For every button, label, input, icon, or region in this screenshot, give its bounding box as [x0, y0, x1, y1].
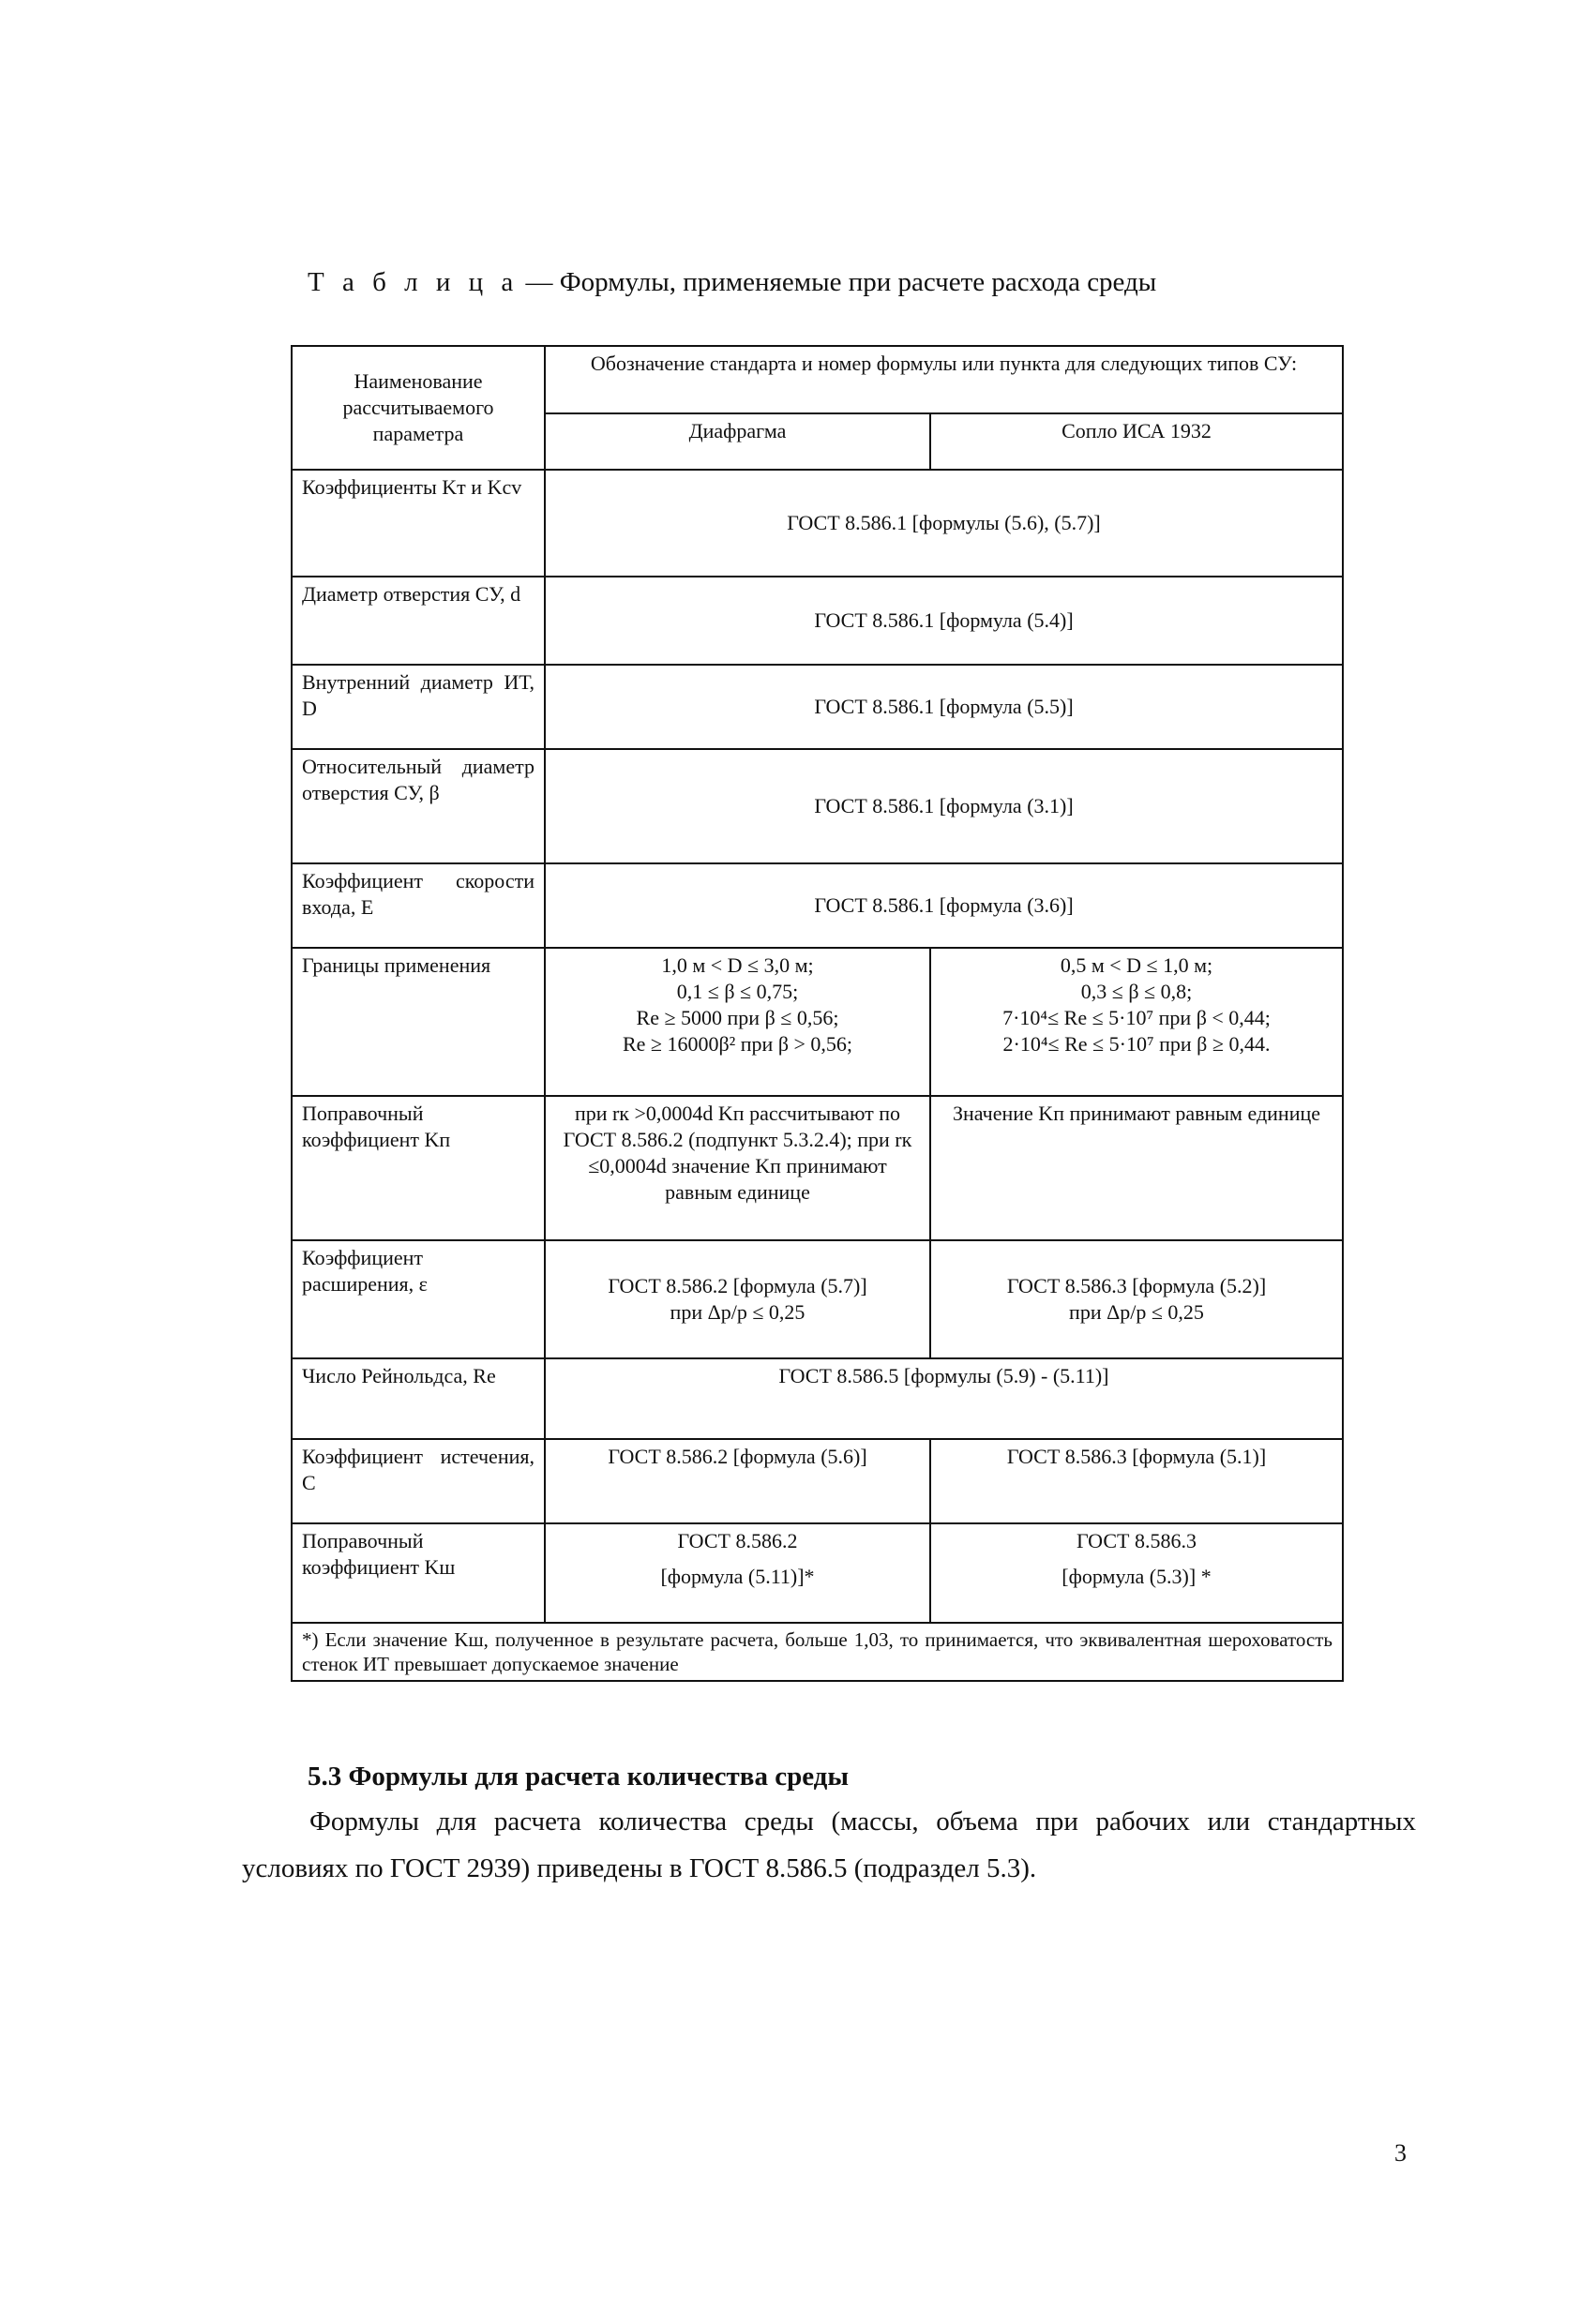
row-value-re: ГОСТ 8.586.5 [формулы (5.9) - (5.11)] — [545, 1358, 1343, 1439]
formulas-table — [291, 345, 1344, 1682]
row-name-c: Коэффициент истечения, C — [292, 1439, 545, 1523]
table-row — [292, 1096, 1343, 1240]
table-caption-label: Т а б л и ц а — [308, 267, 519, 297]
row-name-d: Диаметр отверстия СУ, d — [292, 577, 545, 665]
table-row — [292, 948, 1343, 1096]
row-name-kt: Коэффициенты Kт и Kсv — [292, 470, 545, 577]
limits-col2-line: 7·10⁴≤ Re ≤ 5·10⁷ при β < 0,44; — [1002, 1006, 1271, 1029]
row-ksh-col1 — [545, 1523, 930, 1623]
table-row — [292, 749, 1343, 863]
eps-col2-condition: при Δp/p ≤ 0,25 — [1069, 1300, 1204, 1324]
table-footnote: *) Если значение Kш, полученное в результате расчета, больше 1,03, то принимается, что эквивалентная шероховатость стенок ИТ превышает допускаемое значение — [292, 1623, 1343, 1681]
table-row — [292, 1240, 1343, 1358]
row-name-re: Число Рейнольдса, Re — [292, 1358, 545, 1439]
table-caption — [308, 265, 1339, 299]
row-limits-col1 — [545, 948, 930, 1096]
limits-col2-line: 0,5 м < D ≤ 1,0 м; — [1060, 953, 1213, 977]
header-param-cell: Наименование рассчитываемого параметра — [292, 346, 545, 470]
limits-col1-line: 1,0 м < D ≤ 3,0 м; — [661, 953, 814, 977]
table-caption-text: Формулы, применяемые при расчете расхода среды — [559, 267, 1157, 297]
header-col2-cell: Сопло ИСА 1932 — [930, 413, 1343, 470]
table-row — [292, 665, 1343, 749]
limits-col2-line: 2·10⁴≤ Re ≤ 5·10⁷ при β ≥ 0,44. — [1002, 1032, 1271, 1056]
row-value-d: ГОСТ 8.586.1 [формула (5.4)] — [545, 577, 1343, 665]
row-name-D: Внутренний диаметр ИТ, D — [292, 665, 545, 749]
ksh-col1-formula: [формула (5.11)]* — [660, 1565, 815, 1588]
row-name-limits: Границы применения — [292, 948, 545, 1096]
table-row — [292, 1523, 1343, 1623]
row-name-E: Коэффициент скорости входа, E — [292, 863, 545, 948]
eps-col1-formula: ГОСТ 8.586.2 [формула (5.7)] — [608, 1274, 867, 1297]
row-value-E: ГОСТ 8.586.1 [формула (3.6)] — [545, 863, 1343, 948]
table-row — [292, 1358, 1343, 1439]
table-row — [292, 470, 1343, 577]
row-name-eps: Коэффициент расширения, ε — [292, 1240, 545, 1358]
limits-col1-line: Re ≥ 16000β² при β > 0,56; — [622, 1032, 853, 1056]
row-value-D: ГОСТ 8.586.1 [формула (5.5)] — [545, 665, 1343, 749]
table-header-row — [292, 346, 1343, 413]
row-name-kn: Поправочный коэффициент Kп — [292, 1096, 545, 1240]
table-row — [292, 863, 1343, 948]
row-c-col1: ГОСТ 8.586.2 [формула (5.6)] — [545, 1439, 930, 1523]
header-col1-cell: Диафрагма — [545, 413, 930, 470]
section-title: 5.3 Формулы для расчета количества среды — [308, 1762, 849, 1792]
ksh-col1-standard: ГОСТ 8.586.2 — [677, 1529, 798, 1552]
header-group-cell: Обозначение стандарта и номер формулы или пункта для следующих типов СУ: — [545, 346, 1343, 413]
ksh-col2-standard: ГОСТ 8.586.3 — [1077, 1529, 1197, 1552]
row-value-beta: ГОСТ 8.586.1 [формула (3.1)] — [545, 749, 1343, 863]
row-eps-col2 — [930, 1240, 1343, 1358]
table-row — [292, 577, 1343, 665]
limits-col1-line: 0,1 ≤ β ≤ 0,75; — [676, 980, 799, 1003]
eps-col1-condition: при Δp/p ≤ 0,25 — [670, 1300, 806, 1324]
row-name-beta: Относительный диаметр отверстия СУ, β — [292, 749, 545, 863]
limits-col2-line: 0,3 ≤ β ≤ 0,8; — [1080, 980, 1193, 1003]
section-paragraph: Формулы для расчета количества среды (массы, объема при рабочих или стандартных условиях по ГОСТ 2939) приведены в ГОСТ 8.586.5 (подраздел 5.3). — [242, 1807, 1416, 1883]
row-name-ksh: Поправочный коэффициент Kш — [292, 1523, 545, 1623]
eps-col2-formula: ГОСТ 8.586.3 [формула (5.2)] — [1006, 1274, 1267, 1297]
ksh-col2-formula: [формула (5.3)] * — [1061, 1565, 1212, 1588]
row-kn-col2: Значение Kп принимают равным единице — [930, 1096, 1343, 1240]
row-limits-col2 — [930, 948, 1343, 1096]
table-row — [292, 1439, 1343, 1523]
table-caption-dash: — — [519, 267, 560, 297]
row-kn-col1: при rк >0,0004d Kп рассчитывают по ГОСТ 8.586.2 (подпункт 5.3.2.4); при rк ≤0,0004d значение Kп принимают равным единице — [545, 1096, 930, 1240]
limits-col1-line: Re ≥ 5000 при β ≤ 0,56; — [636, 1006, 839, 1029]
table-footnote-row — [292, 1623, 1343, 1681]
row-value-kt: ГОСТ 8.586.1 [формулы (5.6), (5.7)] — [545, 470, 1343, 577]
row-eps-col1 — [545, 1240, 930, 1358]
page-number: 3 — [1394, 2139, 1407, 2167]
row-c-col2: ГОСТ 8.586.3 [формула (5.1)] — [930, 1439, 1343, 1523]
row-ksh-col2 — [930, 1523, 1343, 1623]
